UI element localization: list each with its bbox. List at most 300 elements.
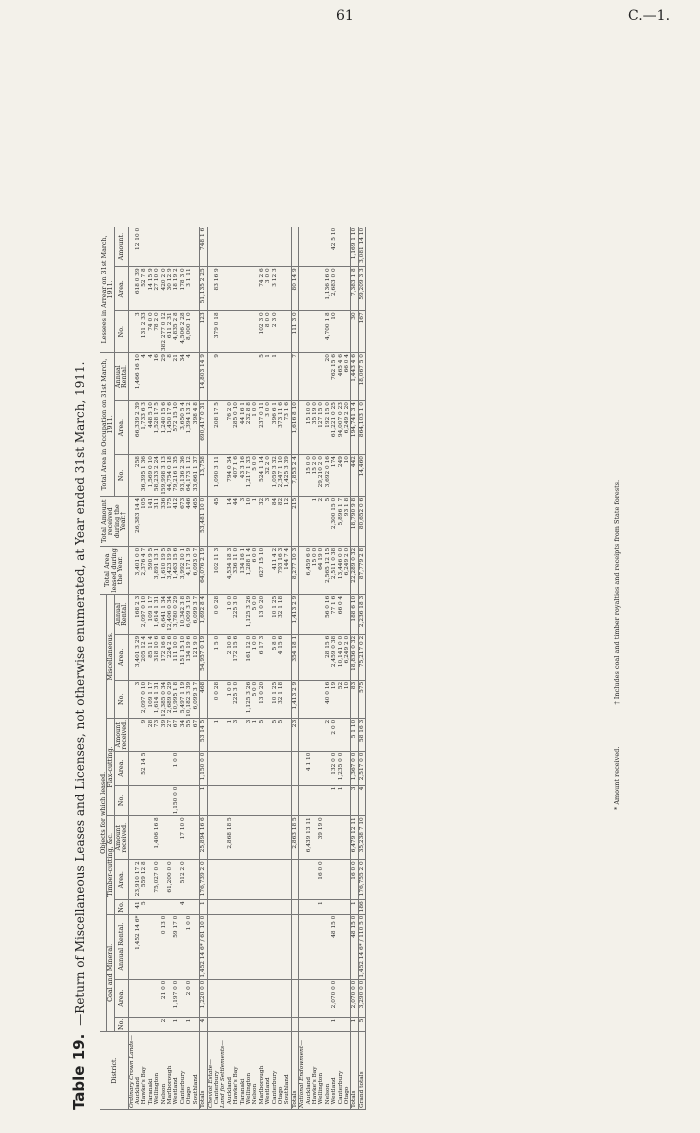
value-cell: 172 16 6 <box>161 634 167 680</box>
value-cell: 10 <box>344 680 351 718</box>
value-cell: 52 14 5 <box>141 751 147 785</box>
value-cell <box>193 979 200 1017</box>
value-cell: 44 16 1 <box>240 401 246 455</box>
value-cell: 132 0 0 <box>331 751 337 785</box>
value-cell <box>193 860 200 900</box>
value-cell: 225 3 0 <box>233 680 239 718</box>
value-cell: 14 15 9 <box>148 267 154 311</box>
value-cell: 44,754 0 18 <box>167 455 173 497</box>
value-cell: 10,141 0 0 <box>338 634 344 680</box>
value-cell <box>284 267 291 311</box>
value-cell: 75,217 0 2 <box>358 634 365 680</box>
value-cell <box>291 751 298 785</box>
value-cell: 159,998 3 13 <box>160 456 167 495</box>
value-cell: 13 0 20 <box>259 680 265 718</box>
value-cell: 4 1 10 <box>306 751 312 785</box>
value-cell: 559 12 8 <box>141 860 147 900</box>
value-cell: 56 0 16 <box>325 594 331 634</box>
value-cell: 1,150 0 0 <box>173 786 180 815</box>
district-cell: Auckland <box>135 1032 141 1110</box>
value-cell <box>193 914 200 979</box>
value-cell: 188 6 10 <box>351 594 358 634</box>
value-cell: 1 0 0 <box>186 914 192 979</box>
value-cell: 58,233 2 24 <box>154 455 160 497</box>
value-cell: 215 <box>291 496 298 546</box>
table-row <box>344 227 351 1110</box>
district-cell: Canterbury <box>214 1032 220 1110</box>
value-cell: 30 <box>351 311 358 353</box>
district-cell: Canterbury <box>338 1032 344 1110</box>
value-cell: 1,090 3 11 <box>214 455 220 497</box>
district-cell: Otago <box>186 1032 192 1110</box>
value-cell: 3 <box>246 718 252 751</box>
value-cell: 285 0 10 <box>233 401 239 455</box>
value-cell <box>284 634 291 680</box>
value-cell: 6 0 0 <box>252 546 258 594</box>
value-cell: 673 <box>180 496 186 546</box>
value-cell: 67 <box>193 718 200 751</box>
value-cell: 84 <box>272 496 278 546</box>
value-cell: 186 <box>358 901 365 913</box>
value-cell: 29 <box>161 353 167 401</box>
value-cell: 6,009 3 19 <box>186 594 192 634</box>
value-cell: 167 <box>358 311 365 353</box>
value-cell <box>128 1017 135 1031</box>
value-cell: 3 <box>233 718 239 751</box>
value-cell: 1,614 1 31 <box>154 594 160 634</box>
value-cell: 94,007 0 23 <box>338 401 344 455</box>
value-cell: 131 2 33 <box>141 311 147 353</box>
value-cell: 4 <box>200 1017 207 1031</box>
value-cell <box>291 860 298 900</box>
table-row <box>207 227 214 1110</box>
value-cell: 2,863 18 5 <box>291 816 298 860</box>
value-cell <box>299 718 306 751</box>
footnotes <box>613 440 621 810</box>
district-cell: Taranaki <box>240 1032 246 1110</box>
value-cell: 64,076 2 19 <box>200 546 207 594</box>
value-cell: 102 11 3 <box>214 546 220 594</box>
value-cell: 1,450 17 6 <box>167 401 173 455</box>
value-cell: 2 <box>325 718 331 751</box>
value-cell: 111 3 0 <box>291 311 298 353</box>
value-cell: 2,300 15 0 <box>331 496 337 546</box>
value-cell <box>299 353 306 401</box>
value-cell: 3 <box>135 680 141 718</box>
h-no: No. <box>114 311 128 353</box>
value-cell: 2,565 12 15 <box>325 546 331 594</box>
value-cell: 192 15 0 <box>325 401 331 455</box>
value-cell: 64,173 1 12 <box>186 455 192 497</box>
value-cell: 748 1 6 <box>200 227 207 267</box>
value-cell <box>299 680 306 718</box>
value-cell <box>128 785 135 816</box>
value-cell: 5 1 10 <box>351 718 358 751</box>
value-cell: 2,236 18 3 <box>358 594 365 634</box>
value-cell: 27 10 0 <box>154 267 160 311</box>
value-cell: 15 0 0 <box>306 455 312 497</box>
district-cell: Marlborough <box>259 1032 265 1110</box>
value-cell: 3 <box>351 785 358 816</box>
value-cell: 3 0 0 <box>265 401 271 455</box>
value-cell: 311 <box>154 496 160 546</box>
value-cell: 26,383 14 4 <box>135 496 141 546</box>
value-cell: 3,692 0 16 <box>325 455 331 497</box>
table-body <box>128 227 366 1110</box>
value-cell <box>291 979 298 1017</box>
value-cell: 2,511 0 38 <box>331 546 337 594</box>
value-cell: 27 <box>167 718 173 751</box>
value-cell <box>291 1017 298 1031</box>
value-cell: 0 0 28 <box>214 680 220 718</box>
value-cell: 1,394 13 2 <box>186 401 192 455</box>
value-cell <box>299 267 306 311</box>
value-cell: 13,758 <box>200 455 207 497</box>
h-area: Area. <box>114 860 128 900</box>
value-cell: 5 <box>259 718 265 751</box>
value-cell: 762 15 6 <box>331 353 337 401</box>
value-cell: 1,610 19 5 <box>161 546 167 594</box>
value-cell: 4 <box>180 900 186 914</box>
value-cell: 6 17 3 <box>259 634 265 680</box>
value-cell <box>344 914 351 979</box>
value-cell: 19 <box>331 680 337 718</box>
value-cell: 6,641 1 34 <box>161 594 167 634</box>
value-cell <box>207 718 214 751</box>
value-cell: 168 2 3 <box>135 594 141 634</box>
value-cell <box>207 751 214 785</box>
value-cell: 32 2 0 <box>265 455 271 497</box>
value-cell: 58 16 3 <box>358 718 365 751</box>
value-cell <box>128 914 135 979</box>
district-cell: Land for Settlements— <box>220 1032 226 1110</box>
value-cell: 2 <box>318 496 324 546</box>
district-cell: Hawke's Bay <box>141 1032 147 1110</box>
value-cell: 42 5 10 <box>331 227 337 267</box>
district-cell: Canterbury <box>180 1032 186 1110</box>
h-rental: Annual Rental. <box>114 914 128 979</box>
value-cell: 25,894 16 6 <box>200 816 207 860</box>
value-cell: 30 12 9 <box>167 267 173 311</box>
value-cell: 4 15 6 <box>278 634 284 680</box>
header-coal: Coal and Mineral. <box>107 914 114 1031</box>
value-cell <box>284 785 291 816</box>
value-cell: 14,803 14 9 <box>200 353 207 401</box>
h-received: Amount received. <box>114 816 128 860</box>
value-cell: 32 <box>259 496 265 546</box>
h-rental: Annual Rental. <box>114 353 128 401</box>
value-cell: 51,135 2 25 <box>200 267 207 311</box>
value-cell <box>128 353 135 401</box>
totals-row <box>351 227 358 1110</box>
value-cell: 1,443 4 6 <box>351 353 358 401</box>
value-cell <box>299 634 306 680</box>
value-cell: 205 12 4 <box>141 634 147 680</box>
value-cell <box>207 311 214 353</box>
value-cell: 16 0 0 <box>351 860 358 900</box>
district-cell: Grand totals <box>358 1032 365 1110</box>
value-cell <box>128 401 135 455</box>
value-cell: 1,466 16 10 <box>135 353 141 401</box>
district-cell: Westland <box>265 1032 271 1110</box>
table-title <box>70 30 92 1110</box>
value-cell: 1,150 0 0 <box>200 751 207 785</box>
value-cell <box>344 860 351 900</box>
district-cell: Totals <box>351 1032 358 1110</box>
district-cell: Taranaki <box>148 1032 154 1110</box>
value-cell: 175 <box>167 496 173 546</box>
header-arrear: Lessees in Arrear on 31st March, 1911. <box>100 227 114 353</box>
value-cell: 1,197 0 0 <box>173 979 179 1017</box>
value-cell: 1,136 16 0 <box>325 267 331 311</box>
value-cell: 2 0 0 <box>331 718 337 751</box>
value-cell <box>344 785 351 816</box>
return-table <box>100 227 366 1110</box>
value-cell: 3,891 13 1 <box>154 546 160 594</box>
value-cell <box>299 785 306 816</box>
value-cell: 5 <box>259 353 265 401</box>
value-cell: 3,423 19 9 <box>167 546 173 594</box>
totals-row <box>291 227 298 1110</box>
value-cell <box>207 267 214 311</box>
value-cell <box>284 900 291 914</box>
value-cell: 1 <box>173 1017 179 1031</box>
value-cell: 407 1 6 <box>233 455 239 497</box>
value-cell <box>284 816 291 860</box>
value-cell: 3 0 0 <box>265 267 271 311</box>
value-cell: 5 8 0 <box>272 634 278 680</box>
value-cell <box>284 914 291 979</box>
value-cell: 18,790 9 8 <box>351 496 358 546</box>
value-cell <box>128 594 135 634</box>
value-cell <box>193 816 200 860</box>
value-cell: 77 1 6 <box>331 594 337 634</box>
value-cell: 102 3 0 <box>259 311 265 353</box>
value-cell: 208 17 5 <box>214 401 220 455</box>
table-title-text: —Return of Miscellaneous Leases and Licenses, not otherwise enumerated, at Year ended 31st March, 1911. <box>73 361 87 1026</box>
value-cell: 28 15 6 <box>325 634 331 680</box>
value-cell <box>299 311 306 353</box>
value-cell: 109 1 17 <box>148 680 154 718</box>
value-cell: 1 <box>272 353 278 401</box>
value-cell: 15 0 0 <box>312 546 318 594</box>
value-cell: 1,059 3 32 <box>272 455 278 497</box>
value-cell <box>207 594 214 634</box>
footnote-royalties: † Includes coal and timber royalties and receipts from State forests. <box>613 479 621 705</box>
value-cell <box>207 900 214 914</box>
value-cell: 1,220 0 0 <box>200 979 207 1017</box>
value-cell <box>193 353 200 401</box>
value-cell: 1,692 8 4 <box>200 594 207 634</box>
header-total-received: Total Amount received during the Year.† <box>100 496 128 546</box>
value-cell <box>284 311 291 353</box>
value-cell: 66 0 4 <box>338 594 344 634</box>
value-cell: 151 15 10 <box>180 634 186 680</box>
value-cell: 5 0 0 <box>252 455 258 497</box>
value-cell <box>344 816 351 860</box>
value-cell: 20 <box>325 353 331 401</box>
value-cell <box>344 594 351 634</box>
h-no: No. <box>114 1017 128 1031</box>
value-cell: 16 0 0 <box>318 860 324 900</box>
value-cell: 13 0 20 <box>259 594 265 634</box>
value-cell: 1,616 8 10 <box>291 401 298 455</box>
value-cell <box>207 496 214 546</box>
value-cell: 1,528 17 5 <box>154 401 160 455</box>
value-cell: 3,401 0 0 <box>135 546 141 594</box>
table-row <box>299 227 306 1110</box>
value-cell <box>344 267 351 311</box>
value-cell: 73 <box>154 718 160 751</box>
value-cell: 53,481 10 0 <box>200 496 207 546</box>
h-rental: Annual Rental. <box>114 594 128 634</box>
value-cell: 6,099 3 7 <box>193 594 200 634</box>
value-cell <box>207 979 214 1017</box>
district-cell: Totals <box>291 1032 298 1110</box>
value-cell: 40 0 16 <box>325 680 331 718</box>
value-cell: 52 <box>338 680 344 718</box>
value-cell: 5 0 0 <box>252 594 258 634</box>
value-cell: 237 0 11 <box>259 401 265 455</box>
header-misc: Miscellaneous. <box>107 594 114 718</box>
value-cell: 465 4 6 <box>338 353 344 401</box>
value-cell: 446 <box>186 496 192 546</box>
value-cell: 34 <box>180 353 186 401</box>
value-cell: 13,446 0 0 <box>338 546 344 594</box>
value-cell: 87,779 2 8 <box>358 546 365 594</box>
value-cell: 611 2 31 <box>167 311 173 353</box>
value-cell <box>128 227 135 267</box>
value-cell: 411 4 2 <box>272 546 278 594</box>
value-cell: 232 8 8 <box>246 401 252 455</box>
value-cell: 5,896 1 7 <box>338 496 344 546</box>
value-cell <box>299 496 306 546</box>
value-cell: 4,506 2 28 <box>180 311 186 353</box>
h-area: Area. <box>114 979 128 1017</box>
value-cell: 105 <box>141 496 147 546</box>
value-cell <box>207 401 214 455</box>
value-cell: 21 0 0 <box>161 979 167 1017</box>
value-cell: 54,957 0 19 <box>200 634 207 680</box>
value-cell: 1,463 15 6 <box>173 546 179 594</box>
value-cell: 1 <box>331 785 337 816</box>
value-cell: 2 3 0 <box>272 311 278 353</box>
value-cell: 1 <box>351 900 358 914</box>
value-cell <box>207 785 214 816</box>
value-cell: 1,235 0 0 <box>338 751 344 785</box>
district-cell: Cheviot Estate— <box>207 1032 214 1110</box>
value-cell: 1,569 0 10 <box>148 455 154 497</box>
table-row <box>193 227 200 1110</box>
value-cell <box>299 979 306 1017</box>
value-cell: 176,755 2 0 <box>358 860 365 900</box>
value-cell <box>128 455 135 497</box>
value-cell: 793 16 3 <box>278 546 284 594</box>
value-cell: 3,081 14 10 <box>358 227 365 267</box>
value-cell: 1 <box>318 900 324 914</box>
value-cell <box>207 455 214 497</box>
value-cell: 73 1 6 <box>284 401 291 455</box>
value-cell: 3,401 3 29 <box>135 634 141 680</box>
value-cell: 7,853 2 4 <box>291 455 298 497</box>
value-cell: 794 0 34 <box>227 455 233 497</box>
value-cell: 1,217 1 33 <box>246 455 252 497</box>
value-cell: 59,209 3 3 <box>358 267 365 311</box>
value-cell: 33,661 1 37 <box>193 455 200 497</box>
district-cell: Auckland <box>306 1032 312 1110</box>
value-cell: 2,459 0 38 <box>331 634 337 680</box>
value-cell: 6,093 0 7 <box>193 546 200 594</box>
district-cell: Nelson <box>161 1032 167 1110</box>
value-cell: 141 <box>148 496 154 546</box>
value-cell: 1 <box>200 900 207 914</box>
value-cell: 82 <box>278 496 284 546</box>
district-cell: Nelson <box>325 1032 331 1110</box>
value-cell: 14,460 <box>358 455 365 497</box>
value-cell <box>207 860 214 900</box>
value-cell <box>291 914 298 979</box>
value-cell: 2 <box>161 1017 167 1031</box>
value-cell: 1,733 6 3 <box>141 401 147 455</box>
value-cell <box>284 594 291 634</box>
value-cell: 6,099 3 7 <box>193 680 200 718</box>
value-cell: 1 <box>351 1017 358 1031</box>
value-cell <box>284 227 291 267</box>
h-area: Area. <box>114 401 128 455</box>
value-cell: 1 <box>338 785 344 816</box>
value-cell: 127 15 0 <box>318 401 324 455</box>
value-cell: 14 <box>227 496 233 546</box>
value-cell: 144 7 4 <box>284 546 291 594</box>
value-cell: 354 18 1 <box>291 634 298 680</box>
value-cell: 4 <box>186 353 192 401</box>
value-cell: 45 <box>214 496 220 546</box>
value-cell: 336 11 0 <box>233 546 239 594</box>
value-cell: 79,216 1 35 <box>173 455 179 497</box>
value-cell: 5 <box>272 718 278 751</box>
value-cell <box>299 914 306 979</box>
value-cell: 1,125 3 26 <box>246 594 252 634</box>
value-cell: 1 <box>265 353 271 401</box>
value-cell: 10 1 25 <box>272 680 278 718</box>
value-cell <box>207 546 214 594</box>
value-cell: 12 <box>284 496 291 546</box>
district-cell: Nelson <box>252 1032 258 1110</box>
value-cell: 12,406 0 34 <box>167 594 173 634</box>
value-cell: 5 <box>325 496 331 546</box>
value-cell <box>128 680 135 718</box>
value-cell: 382 277 0 12 <box>160 312 167 352</box>
value-cell: 6,249 2 0 <box>344 546 351 594</box>
value-cell: 39 19 0 <box>318 816 324 860</box>
value-cell: 1,425 3 39 <box>284 455 291 497</box>
value-cell: 1,452 14 6* / 61 10 0 <box>200 915 207 978</box>
value-cell: 1 0 0 <box>252 634 258 680</box>
value-cell: 4 <box>141 353 147 401</box>
value-cell <box>291 785 298 816</box>
value-cell: 4 <box>148 353 154 401</box>
value-cell: 1 5 0 <box>214 634 220 680</box>
value-cell <box>284 860 291 900</box>
table-row <box>128 227 135 1110</box>
value-cell: 83 <box>351 680 358 718</box>
value-cell: 1 <box>214 718 220 751</box>
value-cell <box>207 816 214 860</box>
value-cell: 1 <box>186 1017 192 1031</box>
value-cell: 2,517 0 0 <box>358 751 365 785</box>
value-cell: 18 19 2 <box>173 267 179 311</box>
table-number: Table 19. <box>70 1033 88 1110</box>
